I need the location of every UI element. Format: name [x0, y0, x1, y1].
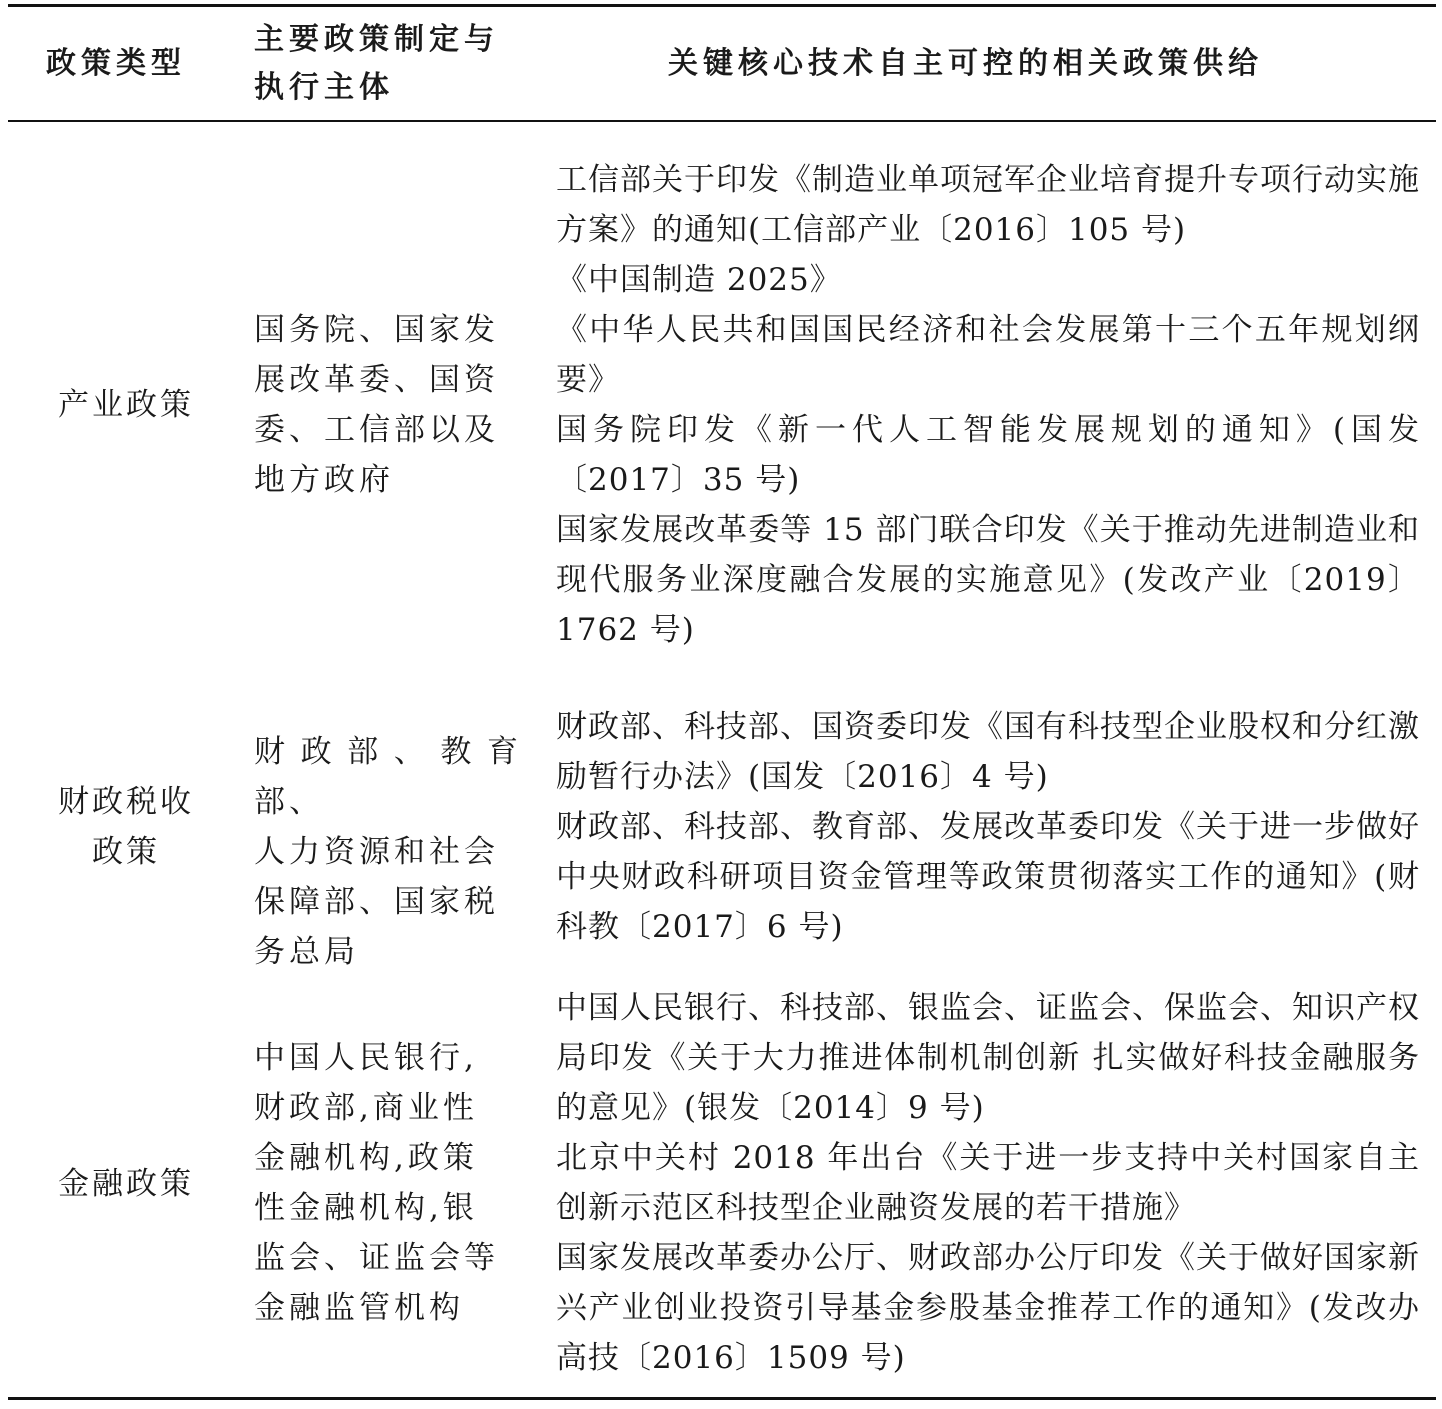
policy-item: 国家发展改革委办公厅、财政部办公厅印发《关于做好国家新兴产业创业投资引导基金参股基金推荐工作的通知》(发改办高技〔2016〕1509 号): [556, 1240, 1420, 1376]
row-industrial-policies: [556, 155, 1420, 655]
body-line: 性金融机构,银: [254, 1190, 478, 1226]
policy-item: 国务院印发《新一代人工智能发展规划的通知》(国发〔2017〕35 号): [556, 412, 1420, 498]
header-main-body: [254, 16, 534, 112]
table-bottom-rule: [8, 1397, 1436, 1400]
body-line: 地方政府: [254, 462, 394, 498]
row-financial-bodies: [254, 1033, 522, 1333]
policy-item: 财政部、科技部、国资委印发《国有科技型企业股权和分红激励暂行办法》(国发〔2016〕4 号): [556, 709, 1420, 795]
policy-item: 北京中关村 2018 年出台《关于进一步支持中关村国家自主创新示范区科技型企业融资发展的若干措施》: [556, 1140, 1420, 1226]
row-financial-type: 金融政策: [58, 1166, 194, 1202]
body-line: 金融机构,政策: [254, 1140, 478, 1176]
policy-item: 工信部关于印发《制造业单项冠军企业培育提升专项行动实施方案》的通知(工信部产业〔2016〕105 号): [556, 162, 1420, 248]
body-line: 保障部、国家税: [254, 884, 499, 920]
body-line: 财政部,商业性: [254, 1090, 478, 1126]
row-financial-policies: [556, 983, 1420, 1383]
row-fiscal-policies: [556, 702, 1420, 952]
header-main-body-line2: 执行主体: [254, 70, 394, 105]
body-line: 财政部、教育部、: [254, 734, 522, 820]
row-industrial-type: 产业政策: [58, 387, 194, 423]
body-line: 监会、证监会等: [254, 1240, 499, 1276]
header-main-body-line1: 主要政策制定与: [254, 22, 499, 57]
row-fiscal-bodies: [254, 727, 522, 977]
table-top-rule: [8, 4, 1436, 7]
body-line: 务总局: [254, 934, 359, 970]
policy-item: 《中国制造 2025》: [556, 262, 842, 298]
type-line: 财政税收: [58, 784, 194, 820]
body-line: 人力资源和社会: [254, 834, 499, 870]
table-header-rule: [8, 120, 1436, 122]
body-line: 中国人民银行,: [254, 1040, 478, 1076]
policy-item: 财政部、科技部、教育部、发展改革委印发《关于进一步做好中央财政科研项目资金管理等政策贯彻落实工作的通知》(财科教〔2017〕6 号): [556, 809, 1420, 945]
type-line: 政策: [92, 834, 160, 870]
policy-item: 中国人民银行、科技部、银监会、证监会、保监会、知识产权局印发《关于大力推进体制机制创新 扎实做好科技金融服务的意见》(银发〔2014〕9 号): [556, 990, 1420, 1126]
policy-item: 国家发展改革委等 15 部门联合印发《关于推动先进制造业和现代服务业深度融合发展的实施意见》(发改产业〔2019〕1762 号): [556, 512, 1420, 648]
row-industrial-bodies: [254, 305, 522, 505]
header-policy-type: 政策类型: [46, 46, 186, 81]
row-fiscal-type: [46, 777, 206, 877]
body-line: 国务院、国家发: [254, 312, 499, 348]
body-line: 委、工信部以及: [254, 412, 499, 448]
header-policy-supply: 关键核心技术自主可控的相关政策供给: [668, 46, 1263, 81]
body-line: 金融监管机构: [254, 1290, 464, 1326]
policy-item: 《中华人民共和国国民经济和社会发展第十三个五年规划纲要》: [556, 312, 1420, 398]
body-line: 展改革委、国资: [254, 362, 499, 398]
